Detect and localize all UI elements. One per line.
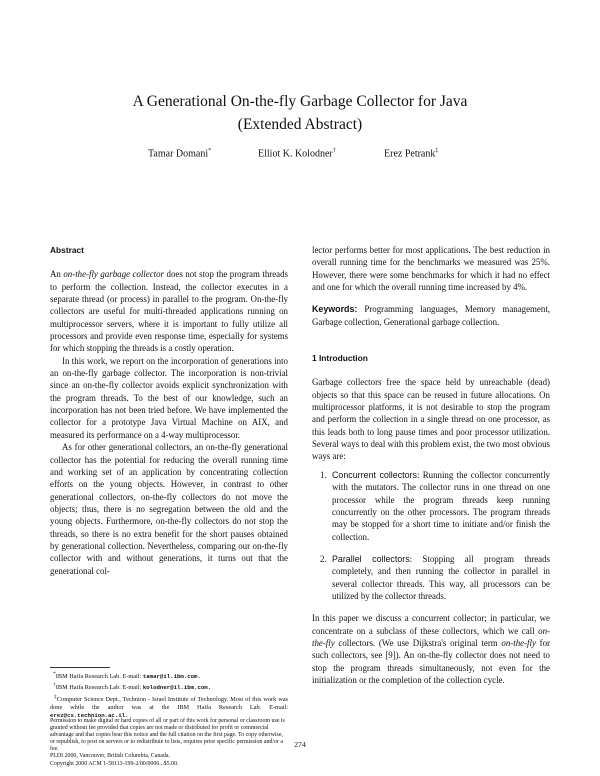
footnotes: [50, 667, 288, 721]
right-column: [312, 244, 550, 686]
abstract-continuation: lector performs better for most applications. The best reduction in overall running time for the benchmarks we measured was 25%. However, there were some benchmarks for which it had no effect and one for which the overall running time increased by 4%.: [312, 245, 550, 293]
author-2: Elliot K. Kolodner†: [258, 148, 336, 160]
abstract-paragraph-1: An on-the-fly garbage collector does not stop the program threads to perform the collection. Instead, the collector executes in a separate thread (or process) in parallel to the program. On-the-fly collectors are useful for multi-threaded applications running on multiprocessor servers, where it is important to fully utilize all processors and provide even response time, especially for systems for which stopping the threads is a costly operation.: [50, 269, 288, 354]
author-list: [0, 148, 600, 164]
page-number: 274: [294, 740, 306, 749]
footnote-1: *IBM Haifa Research Lab. E-mail: tamar@il.ibm.com.: [53, 671, 201, 681]
collector-types-list: [312, 469, 550, 602]
intro-paragraph-2: In this paper we discuss a concurrent collector; in particular, we concentrate on a subclass of these collectors, which we call on-the-fly collectors. (We use Dijkstra's original term on-the-fly for such collectors, see [9]). An on-the-fly collector does not need to stop the program threads simultaneously, not even for the initialization or the completion of the collection cycle.: [312, 613, 550, 685]
footnote-rule: [50, 667, 110, 668]
left-column: [50, 244, 288, 577]
intro-paragraph-1: Garbage collectors free the space held by unreachable (dead) objects so that this space can be reused in future allocations. On multiprocessor platforms, it is not desirable to stop the program and perform the collection in a single thread on one processor, as this leads both to long pause times and poor processor utilization. Several ways to deal with this problem exist, the two most obvious ways are:: [312, 377, 550, 462]
permission-text: Permission to make digital or hard copies of all or part of this work for personal or classroom use is granted without fee provided that copies are not made or distributed for profit or commercial advantage and that copies bear this notice and the full citation on the first page. To copy otherwise, or republish, to post on servers or to redistribute to lists, requires prior specific permission and/or a fee.: [50, 718, 285, 753]
author-3: Erez Petrank‡: [384, 148, 439, 160]
introduction-heading: 1 Introduction: [312, 353, 368, 364]
footnote-2: †IBM Haifa Research Lab. E-mail: kolodner@il.ibm.com.: [53, 682, 212, 692]
paper-subtitle: (Extended Abstract): [237, 116, 363, 133]
footnote-3: ‡Computer Science Dept., Technion - Israel Institute of Technology. Most of this work was done while the author was at the IBM Haifa Research Lab. E-mail: erez@cs.technion.ac.il.: [50, 693, 288, 720]
copyright-line: Copyright 2000 ACM 1-58113-199-2/00/0006...$5.00.: [50, 760, 179, 767]
abstract-paragraph-2: In this work, we report on the incorporation of generations into an on-the-fly garbage collector. The incorporation is non-trivial since an on-the-fly collector avoids explicit synchronization with the program threads. To the best of our knowledge, such an incorporation has not been tried before. We have implemented the collector for a prototype Java Virtual Machine on AIX, and measured its performance on a 4-way multiprocessor.: [50, 355, 288, 440]
author-1: Tamar Domani*: [148, 148, 212, 160]
list-item: 2. Parallel collectors: Stopping all program threads completely, and then running the collector in parallel in several collector threads. This way, all processors can be utilized by the collector threads.: [320, 553, 550, 601]
abstract-heading: Abstract: [50, 245, 84, 255]
list-item: 1. Concurrent collectors: Running the collector concurrently with the mutators. The collector runs in one thread on one processor while the program threads keep running concurrently on the other processors. The program threads may be stopped for a short time to initiate and/or finish the collection.: [320, 469, 550, 542]
paper-title: A Generational On-the-fly Garbage Collector for Java: [132, 93, 468, 110]
conference-line: PLDI 2000, Vancouver, British Columbia, Canada.: [50, 753, 170, 760]
abstract-paragraph-3: As for other generational collectors, an on-the-fly generational collector has the potential for reducing the overall running time and working set of an application by concentrating collection efforts on the young objects. However, in contrast to other generational collectors, on-the-fly collectors do not move the objects; thus, there is no segregation between the old and the young objects. Furthermore, on-the-fly collectors do not stop the threads, so there is no extra benefit for the short pauses obtained by generational collection. Nevertheless, comparing our on-the-fly collector with and without generations, it turns out that the generational col-: [50, 442, 288, 576]
keywords: Keywords: Programming languages, Memory management, Garbage collection, Generational garbage collection.: [312, 304, 550, 327]
